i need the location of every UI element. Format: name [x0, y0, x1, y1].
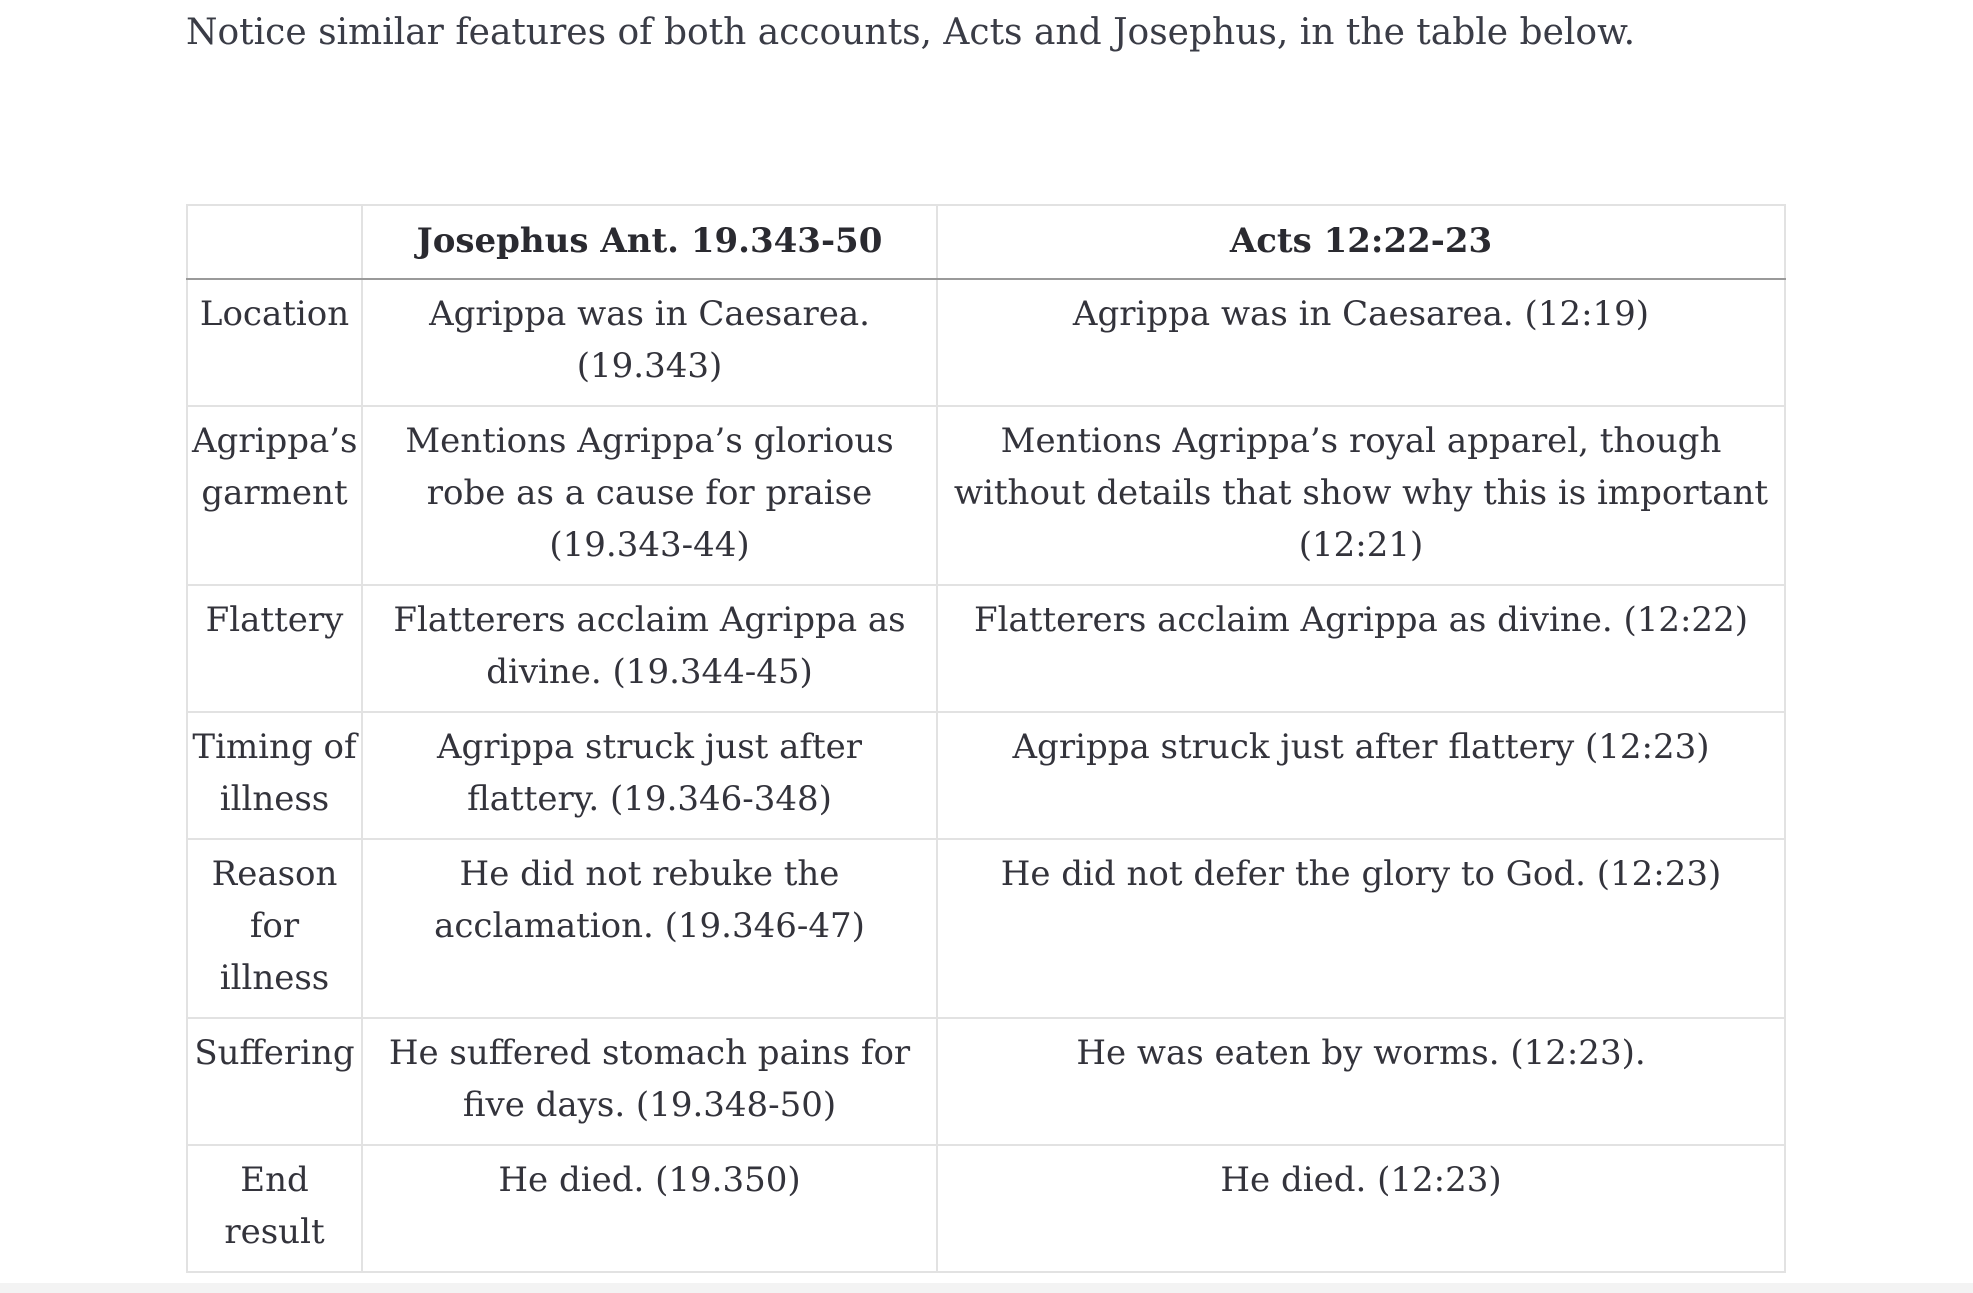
row-label-garment: Agrippa’s garment — [187, 406, 362, 585]
table-row — [187, 1145, 1785, 1272]
cell-josephus-flattery: Flatterers acclaim Agrippa as divine. (19.344-45) — [362, 585, 937, 712]
cell-josephus-end-result: He died. (19.350) — [362, 1145, 937, 1272]
table-row — [187, 585, 1785, 712]
row-label-reason: Reason for illness — [187, 839, 362, 1018]
cell-josephus-reason: He did not rebuke the acclamation. (19.346-47) — [362, 839, 937, 1018]
table-row — [187, 279, 1785, 406]
intro-paragraph: Notice similar features of both accounts, Acts and Josephus, in the table below. — [186, 12, 1636, 53]
cell-acts-suffering: He was eaten by worms. (12:23). — [937, 1018, 1785, 1145]
header-josephus: Josephus Ant. 19.343-50 — [362, 205, 937, 279]
row-label-end-result: End result — [187, 1145, 362, 1272]
cell-acts-end-result: He died. (12:23) — [937, 1145, 1785, 1272]
row-label-flattery: Flattery — [187, 585, 362, 712]
cell-josephus-timing: Agrippa struck just after flattery. (19.346-348) — [362, 712, 937, 839]
row-label-location: Location — [187, 279, 362, 406]
table-row — [187, 1018, 1785, 1145]
cell-acts-reason: He did not defer the glory to God. (12:23) — [937, 839, 1785, 1018]
table-body — [187, 279, 1785, 1272]
cell-acts-flattery: Flatterers acclaim Agrippa as divine. (12:22) — [937, 585, 1785, 712]
cell-acts-location: Agrippa was in Caesarea. (12:19) — [937, 279, 1785, 406]
row-label-timing: Timing of illness — [187, 712, 362, 839]
table-row — [187, 712, 1785, 839]
header-empty-cell — [187, 205, 362, 279]
cell-josephus-suffering: He suffered stomach pains for five days. (19.348-50) — [362, 1018, 937, 1145]
table-header — [187, 205, 1785, 279]
table-row — [187, 839, 1785, 1018]
header-acts: Acts 12:22-23 — [937, 205, 1785, 279]
row-label-suffering: Suffering — [187, 1018, 362, 1145]
cell-josephus-garment: Mentions Agrippa’s glorious robe as a cause for praise (19.343-44) — [362, 406, 937, 585]
cell-acts-garment: Mentions Agrippa’s royal apparel, though without details that show why this is important (12:21) — [937, 406, 1785, 585]
header-row — [187, 205, 1785, 279]
cell-josephus-location: Agrippa was in Caesarea. (19.343) — [362, 279, 937, 406]
table-row — [187, 406, 1785, 585]
cell-acts-timing: Agrippa struck just after flattery (12:23) — [937, 712, 1785, 839]
page-bottom-band — [0, 1283, 1973, 1293]
comparison-table — [186, 204, 1786, 1273]
